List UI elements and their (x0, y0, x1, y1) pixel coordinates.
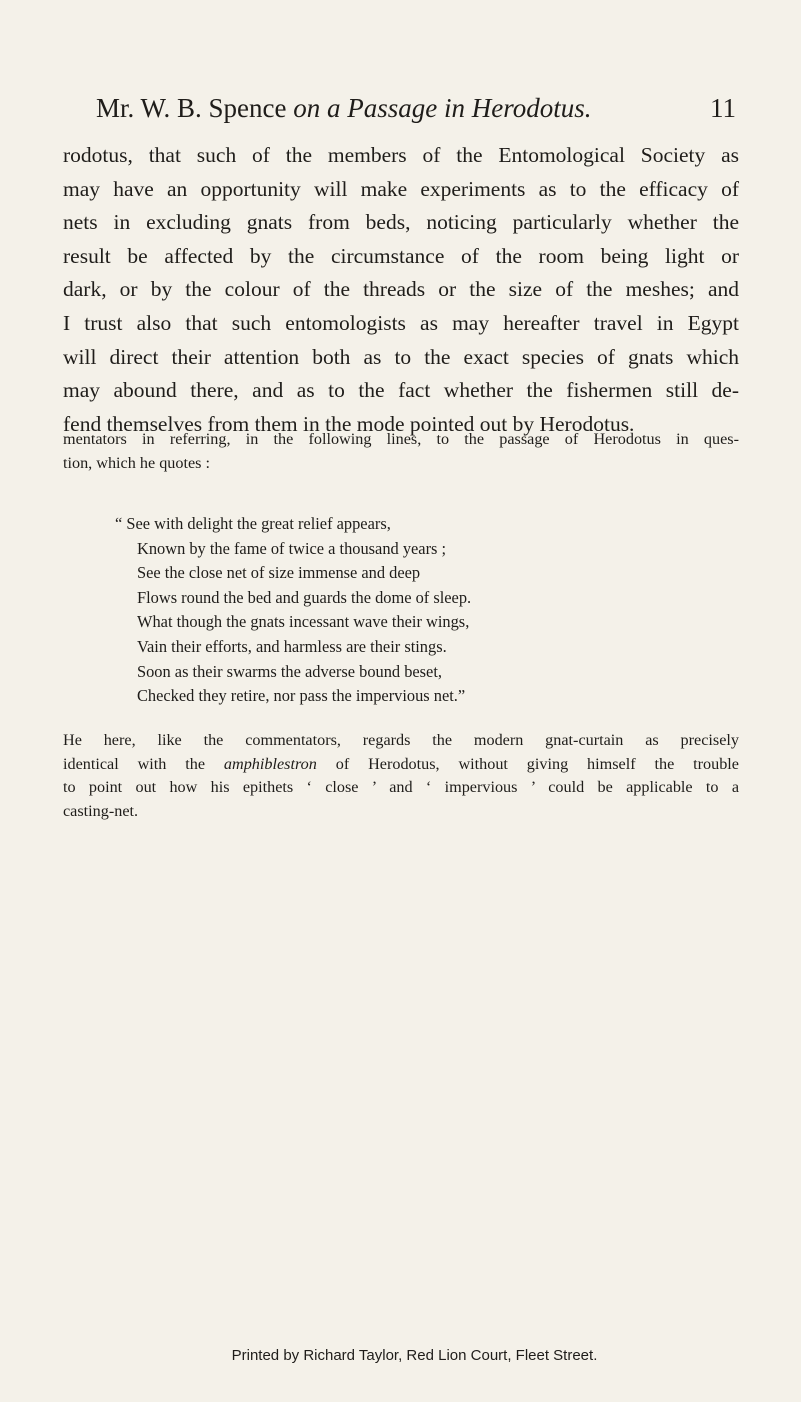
page-number: 11 (710, 93, 736, 123)
verse-line: Flows round the bed and guards the dome of sleep. (137, 587, 472, 607)
main-paragraph (63, 139, 739, 441)
running-head-title: Passage in Herodotus. (347, 93, 592, 123)
footnote-commentary (63, 729, 739, 823)
footnote-line (63, 753, 739, 777)
verse-line: What though the gnats incessant wave their wings, (137, 612, 470, 632)
verse-line: Soon as their swarms the adverse bound beset, (137, 661, 442, 681)
printer-imprint: Printed by Richard Taylor, Red Lion Court, Fleet Street. (231, 1347, 598, 1364)
greek-term: amphiblestron (223, 754, 317, 773)
paragraph-line: will direct their attention both as to the exact species of gnats which (63, 344, 739, 369)
footnote-line: casting-net. (63, 801, 139, 820)
paragraph-line: fend themselves from them in the mode pointed out by Herodotus. (63, 411, 635, 436)
paragraph-line: may abound there, and as to the fact whether the fishermen still de- (63, 378, 739, 403)
verse-line: Known by the fame of twice a thousand years ; (137, 538, 447, 558)
quoted-verse (115, 512, 675, 709)
footnote-line: He here, like the commentators, regards the modern gnat-curtain as precisely (63, 731, 739, 749)
paragraph-line: nets in excluding gnats from beds, noticing particularly whether the (63, 210, 739, 235)
paragraph-line: I trust also that such entomologists as may hereafter travel in Egypt (63, 310, 739, 335)
footnote-line: tion, which he quotes : (63, 453, 211, 472)
footnote-intro (63, 428, 739, 475)
paragraph-line: dark, or by the colour of the threads or the size of the meshes; and (63, 277, 739, 302)
footnote-text: of Herodotus, without giving himself the trouble (316, 754, 739, 773)
running-head (96, 92, 736, 124)
footnote-line: to point out how his epithets ‘ close ’ and ‘ impervious ’ could be applicable to a (63, 778, 739, 797)
verse-line: Vain their efforts, and harmless are their stings. (137, 636, 447, 656)
footnote-text: identical with the (63, 754, 224, 773)
running-head-title-prefix: on a (293, 93, 341, 123)
verse-line: Checked they retire, nor pass the impervious net.” (137, 686, 466, 706)
paragraph-line: may have an opportunity will make experiments as to the efficacy of (63, 176, 739, 201)
paragraph-line: rodotus, that such of the members of the Entomological Society as (63, 143, 739, 167)
footnote-line: mentators in referring, in the following lines, to the passage of Herodotus in ques- (63, 430, 739, 448)
verse-line: “ See with delight the great relief appears, (115, 514, 391, 533)
paragraph-line: result be affected by the circumstance of the room being light or (63, 243, 739, 268)
verse-line: See the close net of size immense and deep (137, 563, 421, 583)
running-head-author: Mr. W. B. Spence (96, 93, 287, 123)
